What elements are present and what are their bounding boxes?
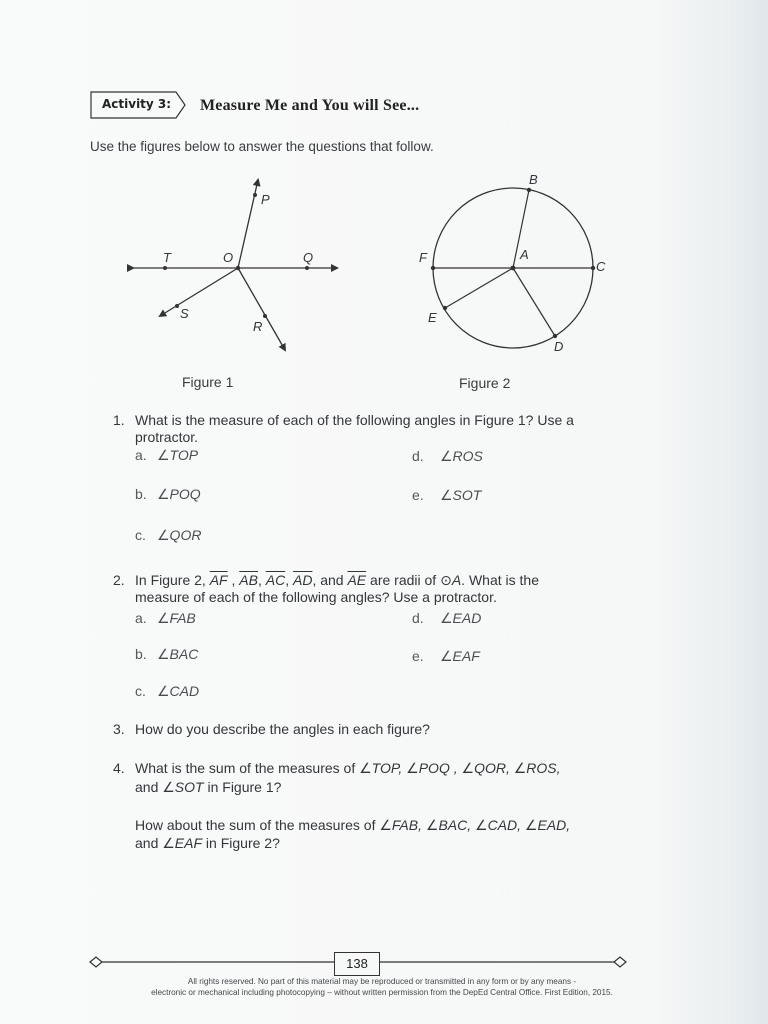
question-4-line-2 <box>135 779 643 796</box>
q2-option-d <box>412 610 481 627</box>
q2-option-a <box>135 610 196 627</box>
option-letter: c. <box>135 527 146 543</box>
radius-ae: $\overline{AE}$ <box>347 572 367 588</box>
option-angle: ∠TOP <box>157 447 199 463</box>
question-4-line-4 <box>135 835 643 852</box>
q4-angle-cad: ∠CAD, <box>475 817 522 833</box>
q2-option-c <box>135 683 199 700</box>
question-4 <box>113 760 643 852</box>
fig2-label-E: E <box>428 310 437 325</box>
fig1-label-R: R <box>253 319 263 334</box>
q4-line1-pre: What is the sum of the measures of <box>135 760 356 776</box>
q4-angle-ead: ∠EAD, <box>524 817 571 833</box>
option-angle: ∠EAD <box>440 610 482 626</box>
q4-line3-pre: How about the sum of the measures of <box>135 817 376 833</box>
figure-1-diagram <box>125 170 355 360</box>
q2-tail: . What is the <box>461 572 539 588</box>
question-2-line-2: measure of each of the following angles? Use a protractor. <box>135 589 497 605</box>
option-angle: ∠BAC <box>157 646 199 662</box>
option-letter: a. <box>135 447 147 463</box>
option-angle: ∠POQ <box>157 486 201 502</box>
instructions: Use the figures below to answer the questions that follow. <box>90 139 434 154</box>
q4-line2-pre: and <box>135 779 159 795</box>
q4-angle-fab: ∠FAB, <box>379 817 422 833</box>
fig2-label-A: A <box>520 247 529 262</box>
option-letter: c. <box>135 683 146 699</box>
q4-angle-top: ∠TOP, <box>359 760 403 776</box>
option-angle: ∠ROS <box>440 448 483 464</box>
q2-option-e <box>412 648 480 665</box>
question-4-number: 4. <box>113 760 125 776</box>
fig1-label-Q: Q <box>303 250 314 265</box>
radius-af: $\overline{AF}$ <box>209 572 228 588</box>
question-1-text: What is the measure of each of the following angles in Figure 1? Use a protractor. <box>135 412 574 445</box>
q4-angle-ros: ∠ROS, <box>513 760 561 776</box>
q2-option-b <box>135 646 198 663</box>
radius-ad: $\overline{AD}$ <box>292 572 313 588</box>
q4-angle-poq: ∠POQ , <box>406 760 458 776</box>
q1-option-b <box>135 486 201 503</box>
q2-are-radii-of: are radii of <box>370 572 437 588</box>
q4-angle-eaf: ∠EAF <box>162 835 203 851</box>
page-number: 138 <box>334 952 380 976</box>
option-letter: a. <box>135 610 147 626</box>
q1-option-c <box>135 527 201 544</box>
activity-title: Measure Me and You will See... <box>200 97 420 114</box>
q1-option-d <box>412 448 483 465</box>
option-angle: ∠EAF <box>440 648 480 664</box>
fig1-label-T: T <box>163 250 171 265</box>
circle-name: A <box>451 572 462 588</box>
fig1-label-P: P <box>261 192 270 207</box>
q2-and: and <box>320 572 344 588</box>
question-3-text: How do you describe the angles in each figure? <box>135 721 430 737</box>
option-letter: d. <box>412 610 424 626</box>
question-2 <box>113 572 643 606</box>
option-letter: b. <box>135 646 147 662</box>
q4-line4-pre: and <box>135 835 159 851</box>
footer-copyright-line-2: electronic or mechanical including photocopying – without written permission from the DepEd Central Office. First Edition, 2015. <box>151 988 613 997</box>
footer-copyright-line-1: All rights reserved. No part of this material may be reproduced or transmitted in any form or by any means - <box>187 977 577 986</box>
question-2-line-1: In Figure 2, $\overline{AF}$ , $\overline{AB}$, $\overline{AC}$, $\overline{AD}$, and $\overline{AE}$ are radii of ⊙A. What is the <box>135 572 539 588</box>
question-4-line-1 <box>135 760 643 777</box>
q4-angle-qor: ∠QOR, <box>461 760 510 776</box>
activity-label: Activity 3: <box>102 97 172 111</box>
option-angle: ∠CAD <box>157 683 200 699</box>
question-1-number: 1. <box>113 412 125 428</box>
q4-angle-bac: ∠BAC, <box>425 817 472 833</box>
fig2-label-D: D <box>554 339 564 354</box>
fig2-label-B: B <box>529 172 538 187</box>
q4-angle-sot: ∠SOT <box>162 779 204 795</box>
figure-1-caption: Figure 1 <box>182 374 234 390</box>
question-4-line-3 <box>135 817 643 834</box>
question-3-number: 3. <box>113 721 125 737</box>
q4-line2-post: in Figure 1? <box>207 779 282 795</box>
option-angle: ∠SOT <box>440 487 482 503</box>
fig2-label-C: C <box>596 259 606 274</box>
question-3 <box>113 721 633 738</box>
option-letter: e. <box>412 487 424 503</box>
question-2-number: 2. <box>113 572 125 588</box>
fig2-label-F: F <box>419 250 427 265</box>
option-letter: d. <box>412 448 424 464</box>
figure-2-caption: Figure 2 <box>459 375 511 391</box>
q1-option-e <box>412 487 481 504</box>
radius-ac: $\overline{AC}$ <box>265 572 286 588</box>
fig1-label-S: S <box>180 306 189 321</box>
q4-line4-post: in Figure 2? <box>205 835 280 851</box>
fig1-label-O: O <box>223 250 234 265</box>
option-letter: b. <box>135 486 147 502</box>
option-letter: e. <box>412 648 424 664</box>
circle-symbol: ⊙ <box>440 572 452 588</box>
q1-option-a <box>135 447 198 464</box>
radius-ab: $\overline{AB}$ <box>239 572 258 588</box>
figure-2-diagram <box>410 170 620 360</box>
q2-in-figure: In Figure 2, <box>135 572 206 588</box>
question-1 <box>113 412 633 446</box>
option-angle: ∠FAB <box>157 610 196 626</box>
option-angle: ∠QOR <box>157 527 202 543</box>
